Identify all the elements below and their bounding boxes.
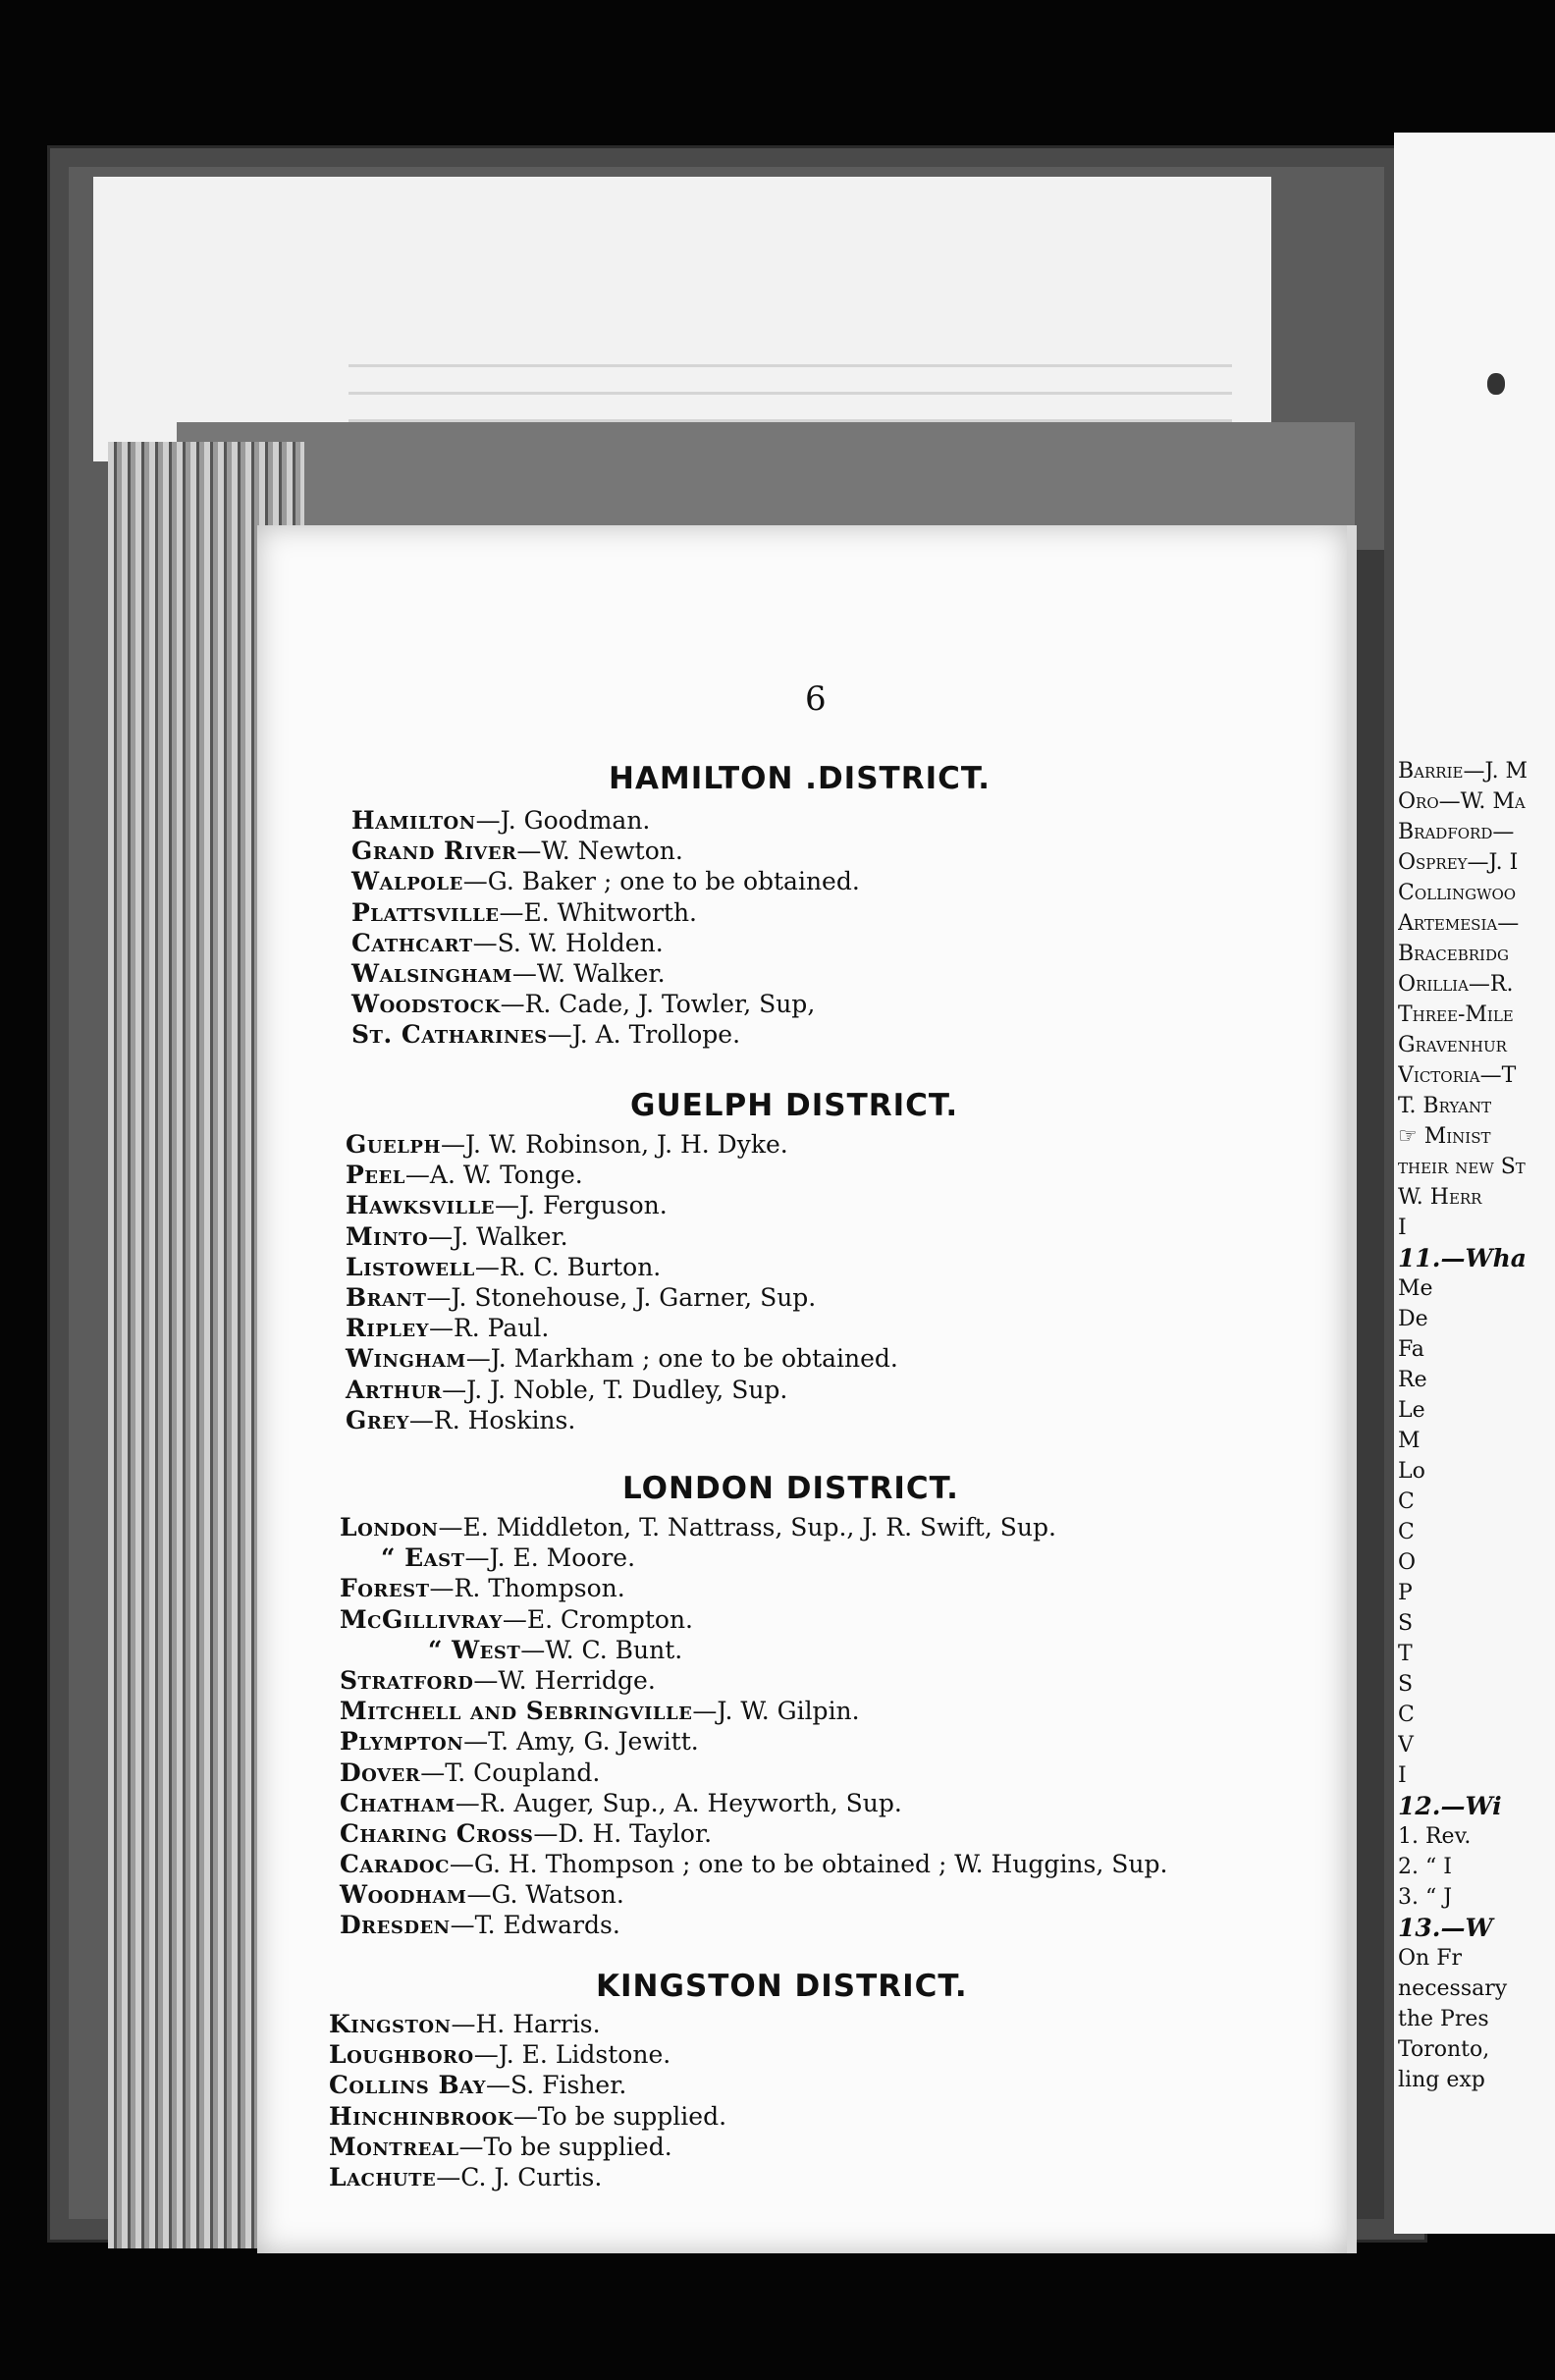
- circuit-name: Montreal: [329, 2132, 459, 2161]
- facing-page-line: Osprey—J. I: [1398, 850, 1519, 875]
- circuit-ministers: —J. Walker.: [428, 1221, 568, 1251]
- facing-page-line: Victoria—T: [1398, 1063, 1517, 1088]
- ink-blot: [1487, 373, 1505, 395]
- circuit-name: Forest: [340, 1574, 430, 1603]
- circuit-name: Peel: [346, 1161, 405, 1190]
- circuit-entry: [340, 1512, 1167, 1542]
- circuit-name: Hamilton: [351, 806, 476, 835]
- facing-page-line: 12.—Wi: [1398, 1792, 1502, 1820]
- circuit-name: Grey: [346, 1405, 409, 1434]
- facing-page-line: S: [1398, 1611, 1414, 1636]
- facing-page-line: Artemesia—: [1398, 911, 1520, 936]
- circuit-name: Arthur: [346, 1375, 443, 1404]
- circuit-ministers: —T. Edwards.: [450, 1911, 620, 1940]
- circuit-entry: [340, 1758, 1167, 1788]
- circuit-entry: [346, 1375, 898, 1405]
- circuit-entry: [351, 989, 860, 1019]
- circuit-name: Dresden: [340, 1911, 451, 1940]
- circuit-entry: [346, 1160, 898, 1190]
- circuit-name: Walpole: [351, 867, 463, 896]
- circuit-ministers: —G. Baker ; one to be obtained.: [462, 867, 860, 896]
- circuit-entry: [346, 1252, 898, 1282]
- circuit-ministers: —R. Hoskins.: [408, 1405, 576, 1434]
- facing-page-line: On Fr: [1398, 1946, 1462, 1971]
- circuit-ministers: —W. Newton.: [516, 837, 683, 866]
- district-heading-guelph: GUELPH DISTRICT.: [630, 1088, 959, 1123]
- circuit-name: Mitchell and Sebringville: [340, 1697, 693, 1726]
- circuit-entry: [340, 1788, 1167, 1818]
- circuit-entry: [329, 2162, 726, 2192]
- circuit-ministers: —H. Harris.: [451, 2010, 601, 2038]
- circuit-name: Plattsville: [351, 897, 500, 927]
- circuit-ministers: —J. Ferguson.: [494, 1191, 668, 1220]
- circuit-ministers: —T. Amy, G. Jewitt.: [463, 1727, 699, 1757]
- facing-page-line: M: [1398, 1429, 1421, 1453]
- facing-page-line: Lo: [1398, 1459, 1425, 1484]
- circuit-name: Lachute: [329, 2162, 437, 2191]
- circuit-ministers: —J. W. Robinson, J. H. Dyke.: [440, 1130, 788, 1159]
- circuit-ministers: —T. Coupland.: [420, 1758, 601, 1787]
- circuit-ministers: —To be supplied.: [512, 2101, 727, 2131]
- circuit-ministers: —E. Whitworth.: [499, 897, 697, 927]
- circuit-ministers: —J. Markham ; one to be obtained.: [465, 1344, 898, 1374]
- circuit-ministers: —R. Auger, Sup., A. Heyworth, Sup.: [455, 1788, 902, 1817]
- circuit-ministers: —G. H. Thompson ; one to be obtained ; W. Huggins, Sup.: [449, 1850, 1168, 1879]
- facing-page-line: their new St: [1398, 1155, 1526, 1179]
- circuit-entry: [346, 1282, 898, 1313]
- circuit-ministers: —R. Paul.: [428, 1314, 550, 1343]
- facing-page-line: ling exp: [1398, 2068, 1485, 2092]
- circuit-name: Hawksville: [346, 1191, 495, 1220]
- district-heading-london: LONDON DISTRICT.: [622, 1471, 959, 1506]
- circuit-name: Charing Cross: [340, 1818, 534, 1848]
- circuit-entry: [329, 2101, 726, 2132]
- facing-page-line: 11.—Wha: [1398, 1244, 1527, 1272]
- bleed-through-text: [349, 353, 1232, 422]
- circuit-entry: [346, 1313, 898, 1343]
- circuit-name: Hinchinbrook: [329, 2101, 513, 2131]
- circuit-name: “ East: [381, 1543, 465, 1573]
- district-list-kingston: [329, 2009, 726, 2192]
- circuit-ministers: —J. J. Noble, T. Dudley, Sup.: [442, 1375, 788, 1404]
- circuit-entry: [346, 1405, 898, 1435]
- facing-page-line: Le: [1398, 1398, 1425, 1423]
- circuit-ministers: —J. A. Trollope.: [547, 1020, 741, 1050]
- circuit-entry: [329, 2070, 726, 2100]
- circuit-ministers: —J. Stonehouse, J. Garner, Sup.: [426, 1282, 817, 1312]
- circuit-name: Woodstock: [351, 990, 501, 1019]
- facing-page-line: W. Herr: [1398, 1185, 1482, 1210]
- circuit-entry: [351, 1019, 860, 1050]
- circuit-name: Caradoc: [340, 1850, 450, 1879]
- circuit-entry: [340, 1604, 1167, 1635]
- circuit-entry: [351, 928, 860, 958]
- circuit-entry: [340, 1726, 1167, 1757]
- district-heading-kingston: KINGSTON DISTRICT.: [596, 1969, 968, 2004]
- circuit-name: Grand River: [351, 837, 517, 866]
- circuit-name: Kingston: [329, 2010, 452, 2038]
- facing-page-line: O: [1398, 1550, 1417, 1575]
- circuit-ministers: —E. Middleton, T. Nattrass, Sup., J. R. Swift, Sup.: [438, 1513, 1056, 1542]
- circuit-name: Listowell: [346, 1252, 475, 1281]
- circuit-entry: [340, 1849, 1167, 1879]
- facing-page-line: Oro—W. Ma: [1398, 789, 1526, 814]
- circuit-entry: [351, 805, 860, 836]
- facing-page-line: T: [1398, 1642, 1413, 1666]
- circuit-entry: [340, 1665, 1167, 1696]
- circuit-ministers: —J. W. Gilpin.: [692, 1697, 860, 1726]
- circuit-entry: [340, 1635, 1167, 1665]
- circuit-name: Collins Bay: [329, 2071, 487, 2100]
- circuit-name: Loughboro: [329, 2040, 474, 2070]
- circuit-entry: [351, 958, 860, 989]
- circuit-ministers: —R. Cade, J. Towler, Sup,: [500, 990, 816, 1019]
- facing-page-line: C: [1398, 1703, 1415, 1727]
- page-number: 6: [805, 679, 827, 719]
- circuit-name: Dover: [340, 1758, 421, 1787]
- facing-page-line: Fa: [1398, 1337, 1424, 1362]
- facing-page-line: V: [1398, 1733, 1414, 1758]
- circuit-entry: [340, 1542, 1167, 1573]
- circuit-entry: [340, 1818, 1167, 1849]
- circuit-name: Guelph: [346, 1130, 441, 1159]
- circuit-name: Cathcart: [351, 928, 473, 957]
- circuit-entry: [346, 1129, 898, 1160]
- circuit-ministers: —To be supplied.: [458, 2132, 672, 2161]
- facing-page-line: 13.—W: [1398, 1914, 1493, 1942]
- circuit-entry: [340, 1573, 1167, 1603]
- circuit-entry: [351, 836, 860, 866]
- circuit-ministers: —W. Herridge.: [473, 1665, 656, 1695]
- circuit-entry: [329, 2132, 726, 2162]
- facing-page-line: C: [1398, 1520, 1415, 1544]
- district-list-guelph: [346, 1129, 898, 1435]
- circuit-entry: [340, 1910, 1167, 1940]
- circuit-ministers: —W. C. Bunt.: [520, 1635, 683, 1664]
- circuit-ministers: —R. C. Burton.: [474, 1252, 662, 1281]
- circuit-entry: [346, 1190, 898, 1220]
- facing-page-line: Toronto,: [1398, 2037, 1490, 2062]
- circuit-name: Minto: [346, 1221, 429, 1251]
- facing-page-line: I: [1398, 1763, 1407, 1788]
- circuit-ministers: —J. E. Lidstone.: [473, 2040, 671, 2070]
- circuit-name: St. Catharines: [351, 1020, 548, 1050]
- back-page: [93, 177, 1271, 461]
- facing-page-line: Bradford—: [1398, 820, 1515, 844]
- facing-page-line: 2. “ I: [1398, 1855, 1452, 1879]
- circuit-name: London: [340, 1513, 439, 1542]
- facing-page-text: [1398, 756, 1555, 2209]
- circuit-name: Chatham: [340, 1788, 456, 1817]
- facing-page-line: I: [1398, 1216, 1407, 1240]
- district-list-london: [340, 1512, 1167, 1941]
- circuit-ministers: —J. Goodman.: [475, 806, 651, 835]
- facing-page-line: De: [1398, 1307, 1428, 1331]
- facing-page-line: ☞ Minist: [1398, 1124, 1491, 1149]
- facing-page-line: Gravenhur: [1398, 1033, 1507, 1057]
- circuit-name: Walsingham: [351, 958, 512, 988]
- circuit-ministers: —S. Fisher.: [486, 2071, 627, 2100]
- facing-page-line: Bracebridg: [1398, 942, 1509, 966]
- circuit-name: “ West: [428, 1635, 521, 1664]
- circuit-name: Woodham: [340, 1880, 467, 1910]
- circuit-entry: [329, 2039, 726, 2070]
- facing-page-line: C: [1398, 1489, 1415, 1514]
- circuit-name: Plympton: [340, 1727, 464, 1757]
- circuit-ministers: —A. W. Tonge.: [404, 1161, 583, 1190]
- circuit-name: Wingham: [346, 1344, 466, 1374]
- circuit-entry: [340, 1696, 1167, 1726]
- facing-page-line: T. Bryant: [1398, 1094, 1492, 1118]
- facing-page-line: Barrie—J. M: [1398, 759, 1528, 784]
- circuit-name: Ripley: [346, 1314, 429, 1343]
- circuit-ministers: —S. W. Holden.: [472, 928, 664, 957]
- facing-page-line: S: [1398, 1672, 1414, 1697]
- circuit-ministers: —D. H. Taylor.: [533, 1818, 713, 1848]
- facing-page-line: the Pres: [1398, 2007, 1489, 2031]
- circuit-entry: [346, 1343, 898, 1374]
- circuit-ministers: —E. Crompton.: [502, 1604, 693, 1634]
- circuit-name: Stratford: [340, 1665, 474, 1695]
- facing-page-line: Re: [1398, 1368, 1427, 1392]
- circuit-ministers: —W. Walker.: [511, 958, 666, 988]
- facing-page-line: P: [1398, 1581, 1413, 1605]
- circuit-entry: [351, 897, 860, 928]
- circuit-ministers: —R. Thompson.: [429, 1574, 625, 1603]
- circuit-ministers: —C. J. Curtis.: [436, 2162, 603, 2191]
- circuit-entry: [329, 2009, 726, 2039]
- circuit-name: McGillivray: [340, 1604, 503, 1634]
- facing-page-line: Orillia—R.: [1398, 972, 1514, 997]
- facing-page-line: Collingwoo: [1398, 881, 1517, 905]
- circuit-entry: [340, 1879, 1167, 1910]
- facing-page-line: 3. “ J: [1398, 1885, 1453, 1910]
- circuit-entry: [351, 866, 860, 896]
- district-list-hamilton: [351, 805, 860, 1051]
- circuit-ministers: —G. Watson.: [466, 1880, 624, 1910]
- facing-page-line: Me: [1398, 1276, 1433, 1301]
- facing-page-line: Three-Mile: [1398, 1002, 1514, 1027]
- facing-page-line: 1. Rev.: [1398, 1824, 1472, 1849]
- circuit-name: Brant: [346, 1282, 427, 1312]
- circuit-entry: [346, 1221, 898, 1252]
- district-heading-hamilton: HAMILTON .DISTRICT.: [609, 761, 992, 796]
- circuit-ministers: —J. E. Moore.: [464, 1543, 636, 1573]
- facing-page-line: necessary: [1398, 1976, 1508, 2001]
